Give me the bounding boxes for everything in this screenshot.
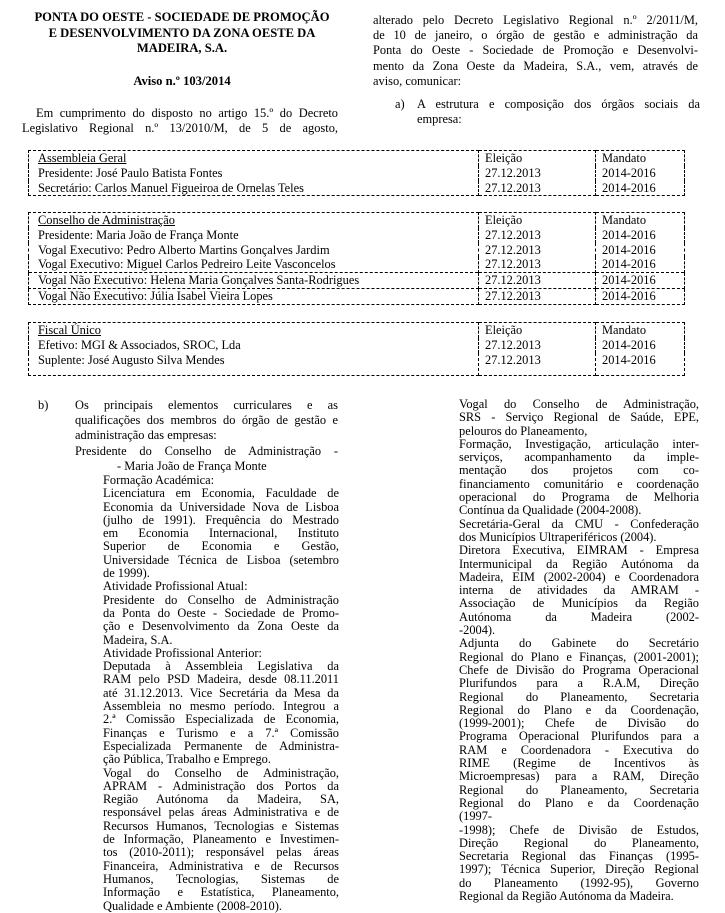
term-cell: 2014-2016 [596,181,685,196]
cv-line: Especializada Permanente de Administra- [103,738,339,753]
cv-line: Formação Académica: [103,473,215,487]
cv-line: Região Autónoma da Madeira, SA, [103,792,339,807]
table-row [29,243,685,258]
cv-line: responsável pelas áreas Administrativa e de [103,805,339,820]
cv-line: 2.ª Comissão Especializada de Economia, [103,712,339,727]
cv-line: Associação de Municípios da Região [459,596,699,611]
election-date-cell: 27.12.2013 [479,228,596,243]
cv-line: Contínua da Qualidade (2004-2008). [459,503,642,518]
cv-line: de 1999). [103,566,150,581]
paragraph-line: Ponta do Oeste - Sociedade de Promoção e Desenvolvi- [373,43,698,58]
term-cell: 2014-2016 [596,353,685,376]
cv-line: financiamento comunitário e coordenação [459,476,699,491]
conselho-administracao-table [28,212,685,305]
table-row [29,288,685,304]
cv-line: Adjunta do Gabinete do Secretário [459,636,699,651]
cv-line: Programa Operacional Plurifundos para a [459,729,699,744]
member-cell: Vogal Executivo: Pedro Alberto Martins Gonçalves Jardim [29,243,479,258]
term-cell: 2014-2016 [596,243,685,258]
cv-line: Humanos, Tecnologias, Sistemas de [103,871,339,886]
cv-line: Plurifundos para a R.A.M, Direção [459,676,699,691]
table-row [29,273,685,289]
notice-number: Aviso n.º 103/2014 [133,74,231,88]
cv-line: da Ponta do Oeste - Sociedade de Promo- [103,605,339,620]
cv-line: Chefe de Divisão do Programa Operacional [459,662,699,677]
cv-line: Direção Regional do Planeamento, [459,835,699,850]
cv-line: Autónoma da Madeira (2002- [459,609,699,624]
term-cell: 2014-2016 [596,166,685,181]
cv-right-column [459,398,699,903]
cv-left-column [103,474,339,913]
organization-name-line: E DESENVOLVIMENTO DA ZONA OESTE DA [48,25,316,40]
cv-line: ção e Desenvolvimento da Zona Oeste da [103,619,339,634]
table-column-header: Eleição [479,213,596,228]
table-header-row [29,151,685,166]
cv-line: de Informação, Planeamento e Investimen- [103,832,339,847]
assembleia-geral-table [28,150,685,196]
item-a-text-cont: empresa: [417,112,462,127]
cv-line: RIME (Regime de Incentivos às [459,756,699,771]
cv-line: Recursos Humanos, Tecnologias e Sistemas [103,818,339,833]
cv-line: dos Municípios Ultraperiféricos (2004). [459,529,657,544]
cv-line: Regional do Plano e da Coordenação [459,795,699,810]
organization-heading [22,10,342,57]
paragraph-line: administração das empresas: [75,428,217,443]
term-cell: 2014-2016 [596,273,685,289]
cv-line: Regional do Plano e Finanças, (2001-2001); [459,649,699,664]
cv-line: Vogal do Conselho de Administração, [103,765,339,780]
cv-line: Regional do Planeamento, Secretaria [459,782,699,797]
cv-line: Microempresas) para a RAM, Direção [459,769,699,784]
cv-line: APRAM - Administração dos Portos da [103,778,339,793]
cv-line: Qualidade e Ambiente (2008-2010). [103,898,282,913]
item-b-marker: b) [38,398,49,412]
table-column-header: Mandato [596,151,685,166]
cv-line: -2004). [459,623,496,638]
cv-line: serviços, acompanhamento da imple- [459,450,699,465]
item-a-marker: a) [395,97,405,111]
cv-line: Superior de Economia e Gestão, [103,539,339,554]
table-row [29,181,685,196]
table-row [29,257,685,272]
table-column-header: Eleição [479,323,596,338]
cv-line: Licenciatura em Economia, Faculdade de [103,486,339,501]
table-column-header: Mandato [596,213,685,228]
term-cell: 2014-2016 [596,228,685,243]
election-date-cell: 27.12.2013 [479,257,596,272]
election-date-cell: 27.12.2013 [479,273,596,289]
cv-line: Atividade Profissional Atual: [103,579,248,594]
cv-line: do Planeamento (1992-95), Governo [459,875,699,890]
cv-line: 1997); Técnica Superior, Direção Regional [459,862,699,877]
cv-line: ção Pública, Trabalho e Emprego. [103,752,271,767]
cv-line: (1997- [459,809,493,824]
cv-line: Regional da Região Autónoma da Madeira. [459,888,674,903]
table-header-row [29,323,685,338]
cv-line: mentação dos projetos com co- [459,463,699,478]
election-date-cell: 27.12.2013 [479,353,596,376]
table-title: Assembleia Geral [38,151,127,165]
cv-line: Finanças e Turismo e a 7.ª Comissão [103,725,339,740]
election-date-cell: 27.12.2013 [479,243,596,258]
cv-line: Universidade Técnica de Lisboa (setembro [103,552,339,567]
member-cell: Presidente: José Paulo Batista Fontes [29,166,479,181]
paragraph-line: aviso, comunicar: [373,73,462,88]
cv-line: (julho de 1991). Frequência do Mestrado [103,512,339,527]
election-date-cell: 27.12.2013 [479,166,596,181]
cv-line: Diretora Executiva, EIMRAM - Empresa [459,543,699,558]
cv-line: Vogal do Conselho de Administração, [459,397,699,411]
paragraph-line: Legislativo Regional n.º 13/2010/M, de 5 de agosto, [22,121,338,136]
cv-line: Economia da Universidade Nova de Lisboa [103,499,339,514]
table-column-header: Eleição [479,151,596,166]
table-title: Fiscal Único [38,323,101,337]
fiscal-unico-table [28,322,685,376]
cv-line: Financeira, Administrativa e de Recursos [103,858,339,873]
member-cell: Vogal Executivo: Miguel Carlos Pedreiro Leite Vasconcelos [29,257,479,272]
table-row [29,338,685,353]
president-name: - Maria João de França Monte [117,458,267,473]
cv-line: Presidente do Conselho de Administração [103,592,339,607]
cv-line: Secretaria Regional das Finanças (1995- [459,849,699,864]
cv-line: RAM pelo PSD Madeira, desde 08.11.2011 [103,672,339,687]
cv-line: Formação, Investigação, articulação inter- [459,436,699,451]
cv-line: tos (2010-2011); responsável pelas áreas [103,845,339,860]
cv-line: Atividade Profissional Anterior: [103,645,262,660]
item-b-intro [75,398,338,474]
item-a-text: A estrutura e composição dos órgãos sociais da [417,97,700,111]
cv-line: SRS - Serviço Regional de Saúde, EPE, [459,410,699,425]
cv-line: até 31.12.2013. Vice Secretária da Mesa da [103,685,339,700]
cv-line: Regional do Plano e da Coordenação, [459,702,699,717]
paragraph-line: Os principais elementos curriculares e as [75,398,338,412]
cv-line: RAM e Coordenadora - Executiva do [459,742,699,757]
cv-line: pelouros do Planeamento, [459,423,588,438]
organization-name-line: MADEIRA, S.A. [136,41,228,55]
cv-line: em Economia Internacional, Instituto [103,526,339,541]
member-cell: Vogal Não Executivo: Helena Maria Gonçalves Santa-Rodrigues [29,273,479,289]
table-header-row [29,213,685,228]
item-a [395,97,700,127]
cv-line: Deputada à Assembleia Legislativa da [103,659,339,674]
cv-line: Madeira, EIM (2002-2004) e Coordenadora [459,569,699,584]
table-row [29,228,685,243]
intro-paragraph-left [22,106,338,136]
cv-line: Madeira, S.A. [103,632,173,647]
cv-line: -1998); Chefe de Divisão de Estudos, [459,822,699,837]
cv-line: Regional do Planeamento, Secretaria [459,689,699,704]
member-cell: Vogal Não Executivo: Júlia Isabel Vieira Lopes [29,288,479,304]
election-date-cell: 27.12.2013 [479,181,596,196]
member-cell: Presidente: Maria João de França Monte [29,228,479,243]
term-cell: 2014-2016 [596,288,685,304]
term-cell: 2014-2016 [596,257,685,272]
cv-line: Informação e Estatística, Planeamento, [103,885,339,900]
member-cell: Secretário: Carlos Manuel Figueiroa de Ornelas Teles [29,181,479,196]
cv-line: interna de atividades da AMRAM - [459,583,699,598]
intro-paragraph-right [373,13,698,89]
president-heading: Presidente do Conselho de Administração - [75,443,338,458]
election-date-cell: 27.12.2013 [479,338,596,353]
paragraph-line: alterado pelo Decreto Legislativo Regional n.º 2/2011/M, [373,13,698,27]
cv-line: operacional do Programa de Melhoria [459,490,699,505]
organization-name-line: PONTA DO OESTE - SOCIEDADE DE PROMOÇÃO [34,10,330,24]
paragraph-line: de 10 de janeiro, o órgão de gestão e administração da [373,28,698,43]
table-row [29,353,685,376]
cv-line: Intermunicipal da Região Autónoma da [459,556,699,571]
table-column-header: Mandato [596,323,685,338]
term-cell: 2014-2016 [596,338,685,353]
table-title: Conselho de Administração [38,213,175,227]
paragraph-line: qualificações dos membros do órgão de gestão e [75,413,338,428]
member-cell: Efetivo: MGI & Associados, SROC, Lda [29,338,479,353]
member-cell: Suplente: José Augusto Silva Mendes [29,353,479,376]
paragraph-line: Em cumprimento do disposto no artigo 15.º do Decreto [36,106,338,120]
election-date-cell: 27.12.2013 [479,288,596,304]
cv-line: (1999-2001); Chefe de Divisão do [459,716,699,731]
table-row [29,166,685,181]
cv-line: Secretária-Geral da CMU - Confederação [459,516,699,531]
cv-line: Assembleia no mesmo período. Integrou a [103,699,339,714]
paragraph-line: mento da Zona Oeste da Madeira, S.A., vem, através de [373,58,698,73]
